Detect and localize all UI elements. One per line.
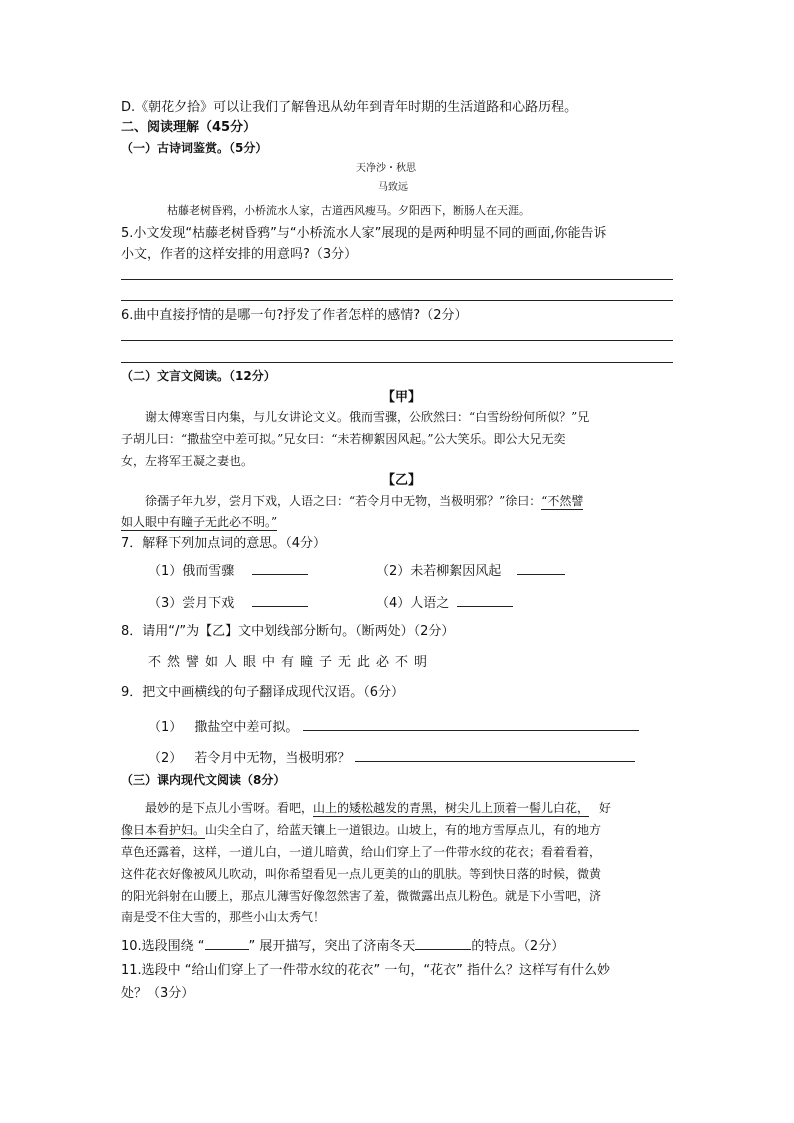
part-3-heading: （三）课内现代文阅读（8分） xyxy=(121,773,286,787)
question-7-item-3 xyxy=(148,594,308,610)
poem-author: 马致远 xyxy=(378,182,408,193)
question-7-item-1 xyxy=(148,562,308,578)
item-number: （2） xyxy=(148,751,183,766)
question-6: 6.曲中直接抒情的是哪一句?抒发了作者怎样的感情?（2分） xyxy=(121,308,468,323)
part-1-heading: （一）古诗词鉴赏。（5分） xyxy=(121,141,268,155)
poem-body: 枯藤老树昏鸦，小桥流水人家，古道西风瘦马。夕阳西下，断肠人在天涯。 xyxy=(167,204,530,217)
passage-jia-line3: 女，左将军王凝之妻也。 xyxy=(121,454,254,468)
option-d: D.《朝花夕拾》可以让我们了解鲁迅从幼年到青年时期的生活道路和心路历程。 xyxy=(121,100,578,115)
item-label: （3）尝月下戏 xyxy=(148,596,235,611)
question-11-line2: 处？（3分） xyxy=(121,986,195,1001)
answer-blank[interactable] xyxy=(205,937,249,950)
question-8: 8．请用“/”为【乙】文中划线部分断句。（断两处）（2分） xyxy=(121,624,455,639)
question-7-item-4 xyxy=(376,594,513,610)
passage-yi-text: 徐孺子年九岁，尝月下戏，人语之曰：“若令月中无物，当极明邪？”徐曰： xyxy=(145,494,542,508)
passage-line2 xyxy=(121,824,601,836)
underlined-segment: 如人眼中有瞳子无此必不明。” xyxy=(121,515,278,529)
question-5-line2: 小文，作者的这样安排的用意吗?（3分） xyxy=(121,247,358,262)
answer-blank[interactable] xyxy=(303,718,639,731)
question-7: 7．解释下列加点词的意思。（4分） xyxy=(121,536,327,551)
underlined-segment: “不然譬 xyxy=(541,494,584,508)
question-5-line1: 5.小文发现“枯藤老树昏鸦”与“小桥流水人家”展现的是两种明显不同的画面,你能告诉 xyxy=(121,226,607,241)
underlined-segment: 像日本看护妇。 xyxy=(121,823,206,837)
answer-blank[interactable] xyxy=(415,937,471,950)
question-9-item-2 xyxy=(148,749,635,765)
section-2-heading: 二、阅读理解（45分） xyxy=(121,120,257,135)
passage-line1 xyxy=(145,802,611,814)
question-text: 10.选段围绕 “ xyxy=(121,939,205,954)
sentence-to-punctuate: 不然譬如人眼中有瞳子无此必不明 xyxy=(148,655,434,670)
passage-jia-line1: 谢太傅寒雪日内集，与儿女讲论文义。俄而雪骤，公欣然曰：“白雪纷纷何所似？”兄 xyxy=(145,410,590,424)
passage-yi-line1 xyxy=(145,495,583,507)
passage-yi-line2 xyxy=(121,516,277,528)
question-9: 9．把文中画横线的句子翻译成现代汉语。（6分） xyxy=(121,685,405,700)
passage-line5: 的阳光斜射在山腰上，那点儿薄雪好像忽然害了羞，微微露出点儿粉色。就是下小雪吧，济 xyxy=(121,889,602,903)
passage-line3: 草色还露着，这样，一道儿白，一道儿暗黄，给山们穿上了一件带水纹的花衣；看着看着， xyxy=(121,845,602,859)
answer-blank[interactable] xyxy=(457,594,513,607)
answer-line xyxy=(121,340,673,341)
question-text: ” 展开描写，突出了济南冬天 xyxy=(248,939,416,954)
answer-line xyxy=(121,300,673,301)
item-text: 撒盐空中差可拟。 xyxy=(194,720,299,735)
underlined-segment: 山上的矮松越发的青黑，树尖儿上顶着一髻儿白花， xyxy=(313,801,590,815)
passage-line4: 这件花衣好像被风儿吹动，叫你希望看见一点儿更美的山的肌肤。等到快日落的时候，微黄 xyxy=(121,867,602,881)
item-label: （2）未若柳絮因风起 xyxy=(376,564,502,579)
answer-blank[interactable] xyxy=(517,562,565,575)
poem-title: 天净沙・秋思 xyxy=(356,163,416,174)
item-text: 若令月中无物，当极明邪？ xyxy=(194,751,351,766)
passage-jia-line2: 子胡儿曰：“撒盐空中差可拟。”兄女曰：“未若柳絮因风起。”公大笑乐。即公大兄无奕 xyxy=(121,432,566,446)
answer-blank[interactable] xyxy=(252,562,308,575)
passage-line6: 南是受不住大雪的，那些小山太秀气！ xyxy=(121,910,326,924)
question-text: 的特点。（2分） xyxy=(471,939,565,954)
answer-line xyxy=(121,279,673,280)
answer-line xyxy=(121,362,673,363)
passage-yi-label: 【乙】 xyxy=(382,473,422,488)
question-11-line1: 11.选段中 “给山们穿上了一件带水纹的花衣” 一句，“花衣” 指什么？这样写有什么妙 xyxy=(121,963,611,978)
question-10 xyxy=(121,937,564,953)
passage-text: 好 xyxy=(599,801,612,815)
answer-blank[interactable] xyxy=(252,594,308,607)
question-9-item-1 xyxy=(148,718,639,734)
part-2-heading: （二）文言文阅读。（12分） xyxy=(121,369,276,383)
passage-text: 最妙的是下点儿小雪呀。看吧， xyxy=(145,801,314,815)
passage-text: 山尖全白了，给蓝天镶上一道银边。山坡上，有的地方雪厚点儿，有的地方 xyxy=(205,823,602,837)
answer-blank[interactable] xyxy=(355,749,635,762)
item-number: （1） xyxy=(148,720,183,735)
item-label: （1）俄而雪骤 xyxy=(148,564,235,579)
passage-jia-label: 【甲】 xyxy=(382,390,422,405)
item-label: （4）人语之 xyxy=(376,596,450,611)
question-7-item-2 xyxy=(376,562,565,578)
